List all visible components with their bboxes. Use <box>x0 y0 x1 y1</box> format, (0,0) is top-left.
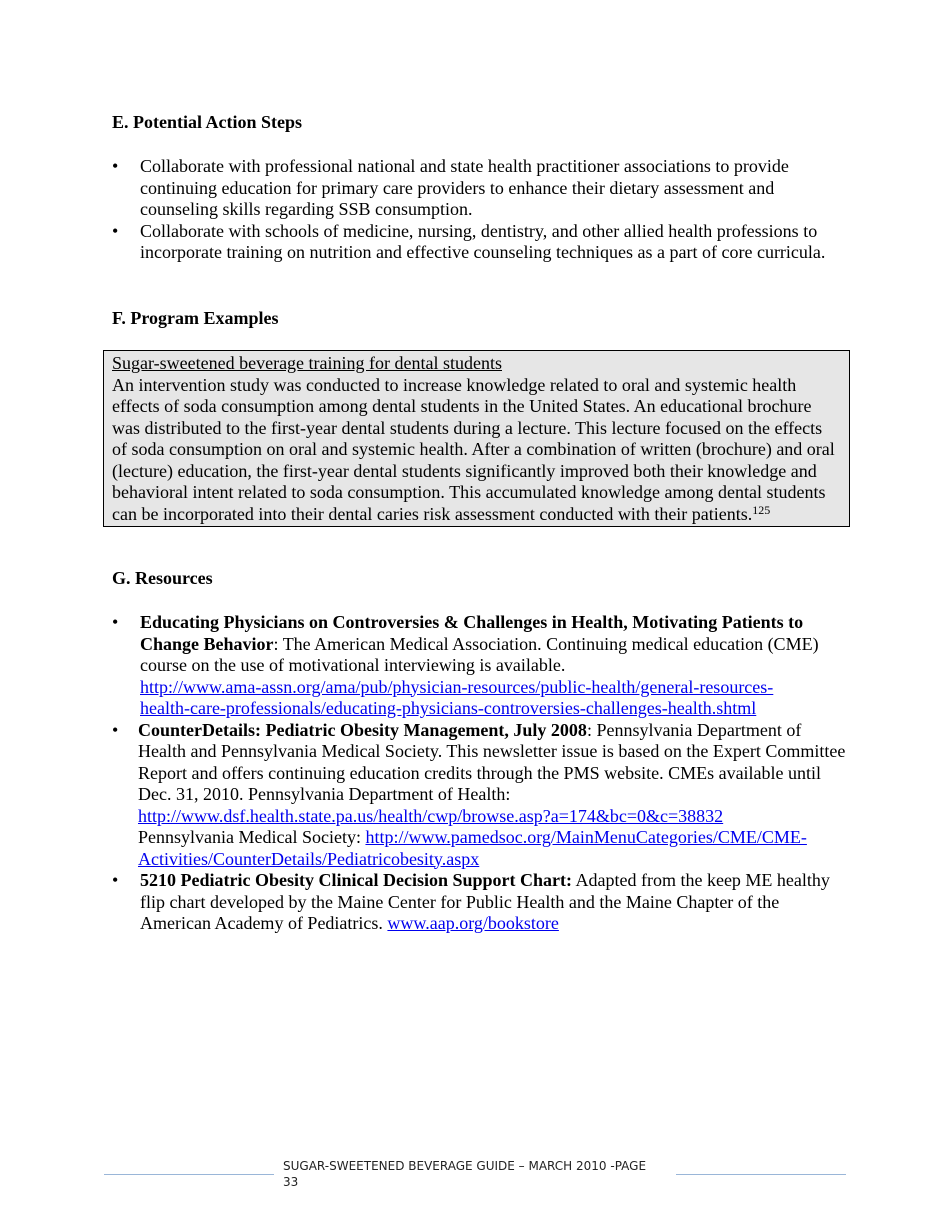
page-footer <box>0 1158 950 1198</box>
bullet-icon: • <box>112 612 119 632</box>
resource-title: 5210 Pediatric Obesity Clinical Decision Support Chart: <box>140 870 572 890</box>
bullet-icon: • <box>112 220 119 241</box>
aap-bookstore-link[interactable]: www.aap.org/bookstore <box>387 913 559 933</box>
pms-link[interactable]: http://www.pamedsoc.org/MainMenuCategories/CME/CME- Activities/CounterDetails/Pediatricobesity.aspx <box>138 827 807 869</box>
list-item: • CounterDetails: Pediatric Obesity Management, July 2008: Pennsylvania Department of Health and Pennsylvania Medical Society. This newsletter issue is based on the Expert Committee Report and offers continuing education credits through the PMS website. CMEs available until Dec. 31, 2010. Pennsylvania Department of Health: http://www.dsf.health.state.pa.us/health/cwp/browse.asp?a=174&bc=0&c=38832 Pennsylvania Medical Society: http://www.pamedsoc.org/MainMenuCategories/CME/CME- Activities/CounterDetails/Pediatricobesity.aspx <box>112 719 846 869</box>
list-item: • Educating Physicians on Controversies & Challenges in Health, Motivating Patients to Change Behavior: The American Medical Association. Continuing medical education (CME) course on the use of motivational interviewing is available. http://www.ama-assn.org/ama/pub/physician-resources/public-health/general-resources- health-care-professionals/educating-physicians-controversies-challenges-health.shtml <box>112 612 819 718</box>
resource-title: CounterDetails: Pediatric Obesity Management, July 2008 <box>138 719 587 740</box>
bullet-icon: • <box>112 719 119 740</box>
list-item: • 5210 Pediatric Obesity Clinical Decision Support Chart: Adapted from the keep ME healthy flip chart developed by the Maine Center for Public Health and the Maine Chapter of the American Academy of Pediatrics. www.aap.org/bookstore <box>112 870 830 933</box>
pms-label: Pennsylvania Medical Society: <box>138 827 366 847</box>
section-e-heading: E. Potential Action Steps <box>112 112 303 132</box>
footer-rule-left <box>104 1174 274 1175</box>
action-steps-list <box>112 156 848 264</box>
footer-rule-right <box>676 1174 846 1175</box>
section-g-heading: G. Resources <box>112 568 213 588</box>
list-item: • Collaborate with professional national and state health practitioner associations to provide continuing education for primary care providers to enhance their dietary assessment and counseling skills regarding SSB consumption. <box>112 156 789 219</box>
program-example-box <box>103 350 850 527</box>
resources-list <box>112 612 848 935</box>
bullet-icon: • <box>112 156 119 176</box>
bullet-icon: • <box>112 870 119 890</box>
ama-resource-link[interactable]: http://www.ama-assn.org/ama/pub/physician-resources/public-health/general-resources- health-care-professionals/educating-physicians-controversies-challenges-health.shtml <box>140 676 774 718</box>
section-f-heading: F. Program Examples <box>112 308 279 328</box>
program-example-title: Sugar-sweetened beverage training for dental students <box>112 353 502 373</box>
footer-text: SUGAR-SWEETENED BEVERAGE GUIDE – MARCH 2010 -PAGE 33 <box>283 1159 647 1189</box>
resource-title: Educating Physicians on Controversies & Challenges in Health, Motivating Patients to Change Behavior <box>140 612 804 654</box>
program-example-body: An intervention study was conducted to increase knowledge related to oral and systemic health effects of soda consumption among dental students in the United States. An educational brochure was distributed to the first-year dental students during a lecture. This lecture focused on the effects of soda consumption on oral and systemic health. After a combination of written (brochure) and oral (lecture) education, the first-year dental students significantly improved both their knowledge and behavioral intent related to soda consumption. This accumulated knowledge among dental students can be incorporated into their dental caries risk assessment conducted with their patients.$^{125}$ <box>112 374 835 524</box>
list-item: • Collaborate with schools of medicine, nursing, dentistry, and other allied health professions to incorporate training on nutrition and effective counseling techniques as a part of core curricula. <box>112 220 826 262</box>
pa-health-link[interactable]: http://www.dsf.health.state.pa.us/health/cwp/browse.asp?a=174&bc=0&c=38832 <box>138 805 724 826</box>
footnote-ref: 125 <box>752 502 771 517</box>
